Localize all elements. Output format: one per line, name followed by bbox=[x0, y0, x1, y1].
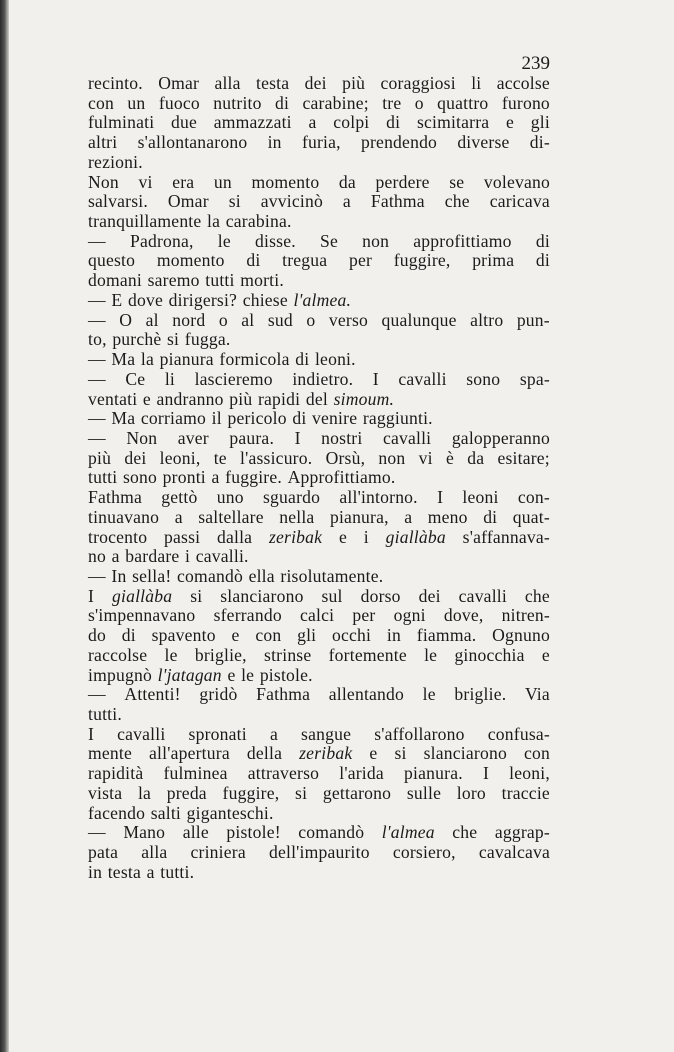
text-line: — Ma corriamo il pericolo di venire raggiunti. bbox=[88, 408, 433, 429]
text-line: trocento passi dalla zeribak e i giallàba s'affannava- bbox=[88, 526, 550, 547]
text-line: — Attenti! gridò Fathma allentando le briglie. Via bbox=[88, 684, 550, 705]
text-line: altri s'allontanarono in furia, prendendo diverse di- bbox=[88, 132, 550, 153]
text-line: in testa a tutti. bbox=[88, 861, 195, 882]
text-line: rapidità fulminea attraverso l'arida pianura. I leoni, bbox=[88, 763, 550, 784]
text-line: Non vi era un momento da perdere se volevano bbox=[88, 171, 550, 192]
text-line: ventati e andranno più rapidi del simoum. bbox=[88, 388, 395, 409]
text-line: — Non aver paura. I nostri cavalli galopperanno bbox=[88, 427, 550, 448]
text-line: mente all'apertura della zeribak e si slanciarono con bbox=[88, 743, 550, 764]
text-line: questo momento di tregua per fuggire, prima di bbox=[88, 250, 550, 271]
text-line: no a bardare i cavalli. bbox=[88, 546, 249, 567]
text-line: — Ma la pianura formicola di leoni. bbox=[88, 349, 356, 370]
text-line: con un fuoco nutrito di carabine; tre o quattro furono bbox=[88, 92, 550, 113]
text-line: pata alla criniera dell'impaurito corsiero, cavalcava bbox=[88, 842, 550, 863]
text-line: recinto. Omar alla testa dei più coraggiosi li accolse bbox=[88, 73, 550, 93]
text-line: I giallàba si slanciarono sul dorso dei cavalli che bbox=[88, 585, 550, 606]
text-line: fulminati due ammazzati a colpi di scimitarra e gli bbox=[88, 112, 550, 133]
text-line: — O al nord o al sud o verso qualunque altro pun- bbox=[88, 309, 550, 330]
text-line: — E dove dirigersi? chiese l'almea. bbox=[88, 289, 352, 310]
text-line: tinuavano a saltellare nella pianura, a meno di quat- bbox=[88, 506, 550, 527]
text-line: facendo salti giganteschi. bbox=[88, 802, 274, 823]
text-line: vista la preda fuggire, si gettarono sulle loro traccie bbox=[88, 782, 550, 803]
text-line: salvarsi. Omar si avvicinò a Fathma che caricava bbox=[88, 191, 550, 212]
text-line: I cavalli spronati a sangue s'affollarono confusa- bbox=[88, 723, 550, 744]
text-line: — In sella! comandò ella risolutamente. bbox=[88, 565, 384, 586]
text-line: — Mano alle pistole! comandò l'almea che aggrap- bbox=[88, 822, 550, 843]
text-line: raccolse le briglie, strinse fortemente le ginocchia e bbox=[88, 644, 550, 665]
text-line: impugnò l'jatagan e le pistole. bbox=[88, 664, 313, 685]
text-line: più dei leoni, te l'assicuro. Orsù, non vi è da esitare; bbox=[88, 447, 550, 468]
text-line: rezioni. bbox=[88, 151, 143, 172]
body-text bbox=[88, 74, 550, 882]
page-number: 239 bbox=[521, 53, 550, 74]
text-line: tutti. bbox=[88, 704, 122, 724]
text-line: tutti sono pronti a fuggire. Approfittiamo. bbox=[88, 467, 396, 488]
text-line: s'impennavano sferrando calci per ogni dove, nitren- bbox=[88, 605, 550, 626]
text-line: Fathma gettò uno sguardo all'intorno. I leoni con- bbox=[88, 487, 550, 508]
text-line: domani saremo tutti morti. bbox=[88, 270, 284, 291]
text-line: tranquillamente la carabina. bbox=[88, 211, 292, 232]
text-line: do di spavento e con gli occhi in fiamma. Ognuno bbox=[88, 625, 550, 646]
text-line: to, purchè si fugga. bbox=[88, 329, 231, 350]
text-line: — Ce li lascieremo indietro. I cavalli sono spa- bbox=[88, 368, 550, 389]
text-line: — Padrona, le disse. Se non approfittiamo di bbox=[88, 230, 550, 251]
